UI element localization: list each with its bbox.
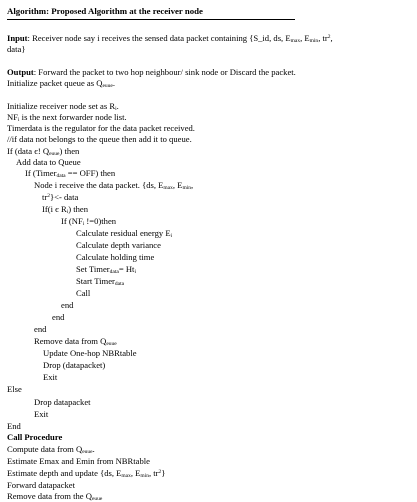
algorithm-title: Algorithm: Proposed Algorithm at the receiver node bbox=[7, 6, 203, 16]
update-nbr-line: Update One-hop NBRtable bbox=[43, 348, 137, 358]
nf-text: NF bbox=[7, 112, 18, 122]
remove-final-text: Remove data from the Q bbox=[7, 491, 92, 501]
init-receiver-line bbox=[7, 101, 119, 112]
input-end: , bbox=[330, 33, 333, 43]
end-line-4: End bbox=[7, 421, 21, 431]
init-receiver-end: . bbox=[116, 101, 119, 111]
output-text: : Forward the packet to two hop neighbour/ sink node or Discard the packet. bbox=[33, 67, 296, 77]
if-nf-text: If (NF bbox=[61, 216, 83, 226]
receive-sub-max: max bbox=[163, 185, 173, 191]
calc-energy-line bbox=[76, 228, 172, 239]
remove-final-line bbox=[7, 491, 102, 502]
if-queue-text: If (data є! Q bbox=[7, 146, 50, 156]
output-line bbox=[7, 67, 296, 78]
end-line-2: end bbox=[52, 312, 65, 322]
if-queue-line bbox=[7, 146, 79, 157]
if-nf-sub: i bbox=[82, 221, 85, 227]
set-timer-sub2: i bbox=[134, 269, 136, 275]
if-queue-end: ) then bbox=[59, 146, 80, 156]
input-line-2: data} bbox=[7, 44, 26, 54]
queue-init-end: . bbox=[112, 78, 115, 88]
tr-line bbox=[42, 192, 78, 203]
if-ri-sub: i bbox=[66, 209, 69, 215]
add-queue-line: Add data to Queue bbox=[16, 157, 81, 167]
queue-init-line bbox=[7, 78, 115, 89]
input-text: : Receiver node say i receives the sensed data packet containing {S_id, ds, E bbox=[27, 33, 291, 43]
drop-packet-line: Drop (datapacket) bbox=[43, 360, 106, 370]
estimate-depth-sup: 2 bbox=[158, 469, 162, 475]
if-nf-end: !=0)then bbox=[84, 216, 117, 226]
tr-end: }<- data bbox=[50, 192, 79, 202]
if-ri-line bbox=[42, 204, 88, 215]
input-sub-max: max bbox=[290, 38, 301, 44]
estimate-depth-end: } bbox=[161, 468, 166, 478]
input-label: Input bbox=[7, 33, 28, 43]
exit-line-2: Exit bbox=[34, 409, 49, 419]
set-timer-line bbox=[76, 264, 136, 275]
if-timer-text: If (Timer bbox=[25, 168, 57, 178]
estimate-depth-line bbox=[7, 468, 165, 479]
receive-sep: , E bbox=[172, 180, 183, 190]
queue-init-sub: euue bbox=[102, 83, 113, 89]
remove-queue-text: Remove data from Q bbox=[34, 336, 107, 346]
receive-end: , bbox=[191, 180, 194, 190]
remove-queue-line bbox=[34, 336, 117, 347]
comment-line: //if data not belongs to the queue then add it to queue. bbox=[7, 134, 192, 144]
set-timer-text: Set Timer bbox=[76, 264, 110, 274]
estimate-emax-line: Estimate Emax and Emin from NBRtable bbox=[7, 456, 150, 466]
calc-energy-text: Calculate residual energy E bbox=[76, 228, 171, 238]
estimate-depth-sep2: , tr bbox=[148, 468, 159, 478]
input-sub-min: min bbox=[309, 38, 319, 44]
compute-text: Compute data from Q bbox=[7, 444, 83, 454]
compute-end: . bbox=[92, 444, 95, 454]
call-line: Call bbox=[76, 288, 91, 298]
tr-text: tr bbox=[42, 192, 48, 202]
start-timer-sub: data bbox=[114, 281, 125, 287]
timerdata-line: Timerdata is the regulator for the data packet received. bbox=[7, 123, 195, 133]
input-sep2: , tr bbox=[318, 33, 328, 43]
if-nf-line bbox=[61, 216, 116, 227]
receive-sub-min: min bbox=[182, 185, 191, 191]
end-line-3: end bbox=[34, 324, 47, 334]
calc-energy-sub: i bbox=[170, 233, 173, 239]
remove-final-sub: euue bbox=[91, 496, 103, 502]
input-line bbox=[7, 33, 333, 44]
receive-text: Node i receive the data packet. {ds, E bbox=[34, 180, 164, 190]
input-sep1: , E bbox=[300, 33, 310, 43]
title-rule bbox=[7, 19, 295, 20]
compute-line bbox=[7, 444, 95, 455]
else-line: Else bbox=[7, 384, 22, 394]
calc-holding-line: Calculate holding time bbox=[76, 252, 155, 262]
remove-queue-sub: euue bbox=[106, 341, 117, 347]
if-ri-text: If(i є R bbox=[42, 204, 67, 214]
nf-line bbox=[7, 112, 127, 123]
if-ri-end: ) then bbox=[68, 204, 89, 214]
drop-datapacket-line: Drop datapacket bbox=[34, 397, 91, 407]
estimate-depth-sep: , E bbox=[130, 468, 141, 478]
init-receiver-text: Initialize receiver node set as R bbox=[7, 101, 116, 111]
nf-desc: is the next forwarder node list. bbox=[19, 112, 127, 122]
output-label: Output bbox=[7, 67, 34, 77]
tr-sup: 2 bbox=[47, 193, 50, 199]
set-timer-sub: data bbox=[109, 269, 119, 275]
call-procedure-heading: Call Procedure bbox=[7, 432, 63, 442]
init-receiver-sub: i bbox=[115, 106, 117, 112]
nf-sub: i bbox=[18, 117, 20, 123]
compute-sub: euue bbox=[82, 449, 93, 455]
end-line-1: end bbox=[61, 300, 74, 310]
queue-init-text: Initialize packet queue as Q bbox=[7, 78, 103, 88]
if-queue-sub: euue bbox=[49, 151, 60, 157]
set-timer-value: = Ht bbox=[118, 264, 135, 274]
estimate-depth-sub-min: min bbox=[140, 473, 149, 479]
estimate-depth-sub-max: max bbox=[121, 473, 131, 479]
if-timer-sub: data bbox=[56, 173, 66, 179]
if-timer-end: == OFF) then bbox=[65, 168, 116, 178]
forward-line: Forward datapacket bbox=[7, 480, 76, 490]
if-timer-line bbox=[25, 168, 115, 179]
calc-depth-line: Calculate depth variance bbox=[76, 240, 161, 250]
start-timer-text: Start Timer bbox=[76, 276, 115, 286]
estimate-depth-text: Estimate depth and update {ds, E bbox=[7, 468, 122, 478]
input-sup: 2 bbox=[327, 34, 331, 40]
receive-line bbox=[34, 180, 193, 191]
exit-line-1: Exit bbox=[43, 372, 58, 382]
start-timer-line bbox=[76, 276, 124, 287]
